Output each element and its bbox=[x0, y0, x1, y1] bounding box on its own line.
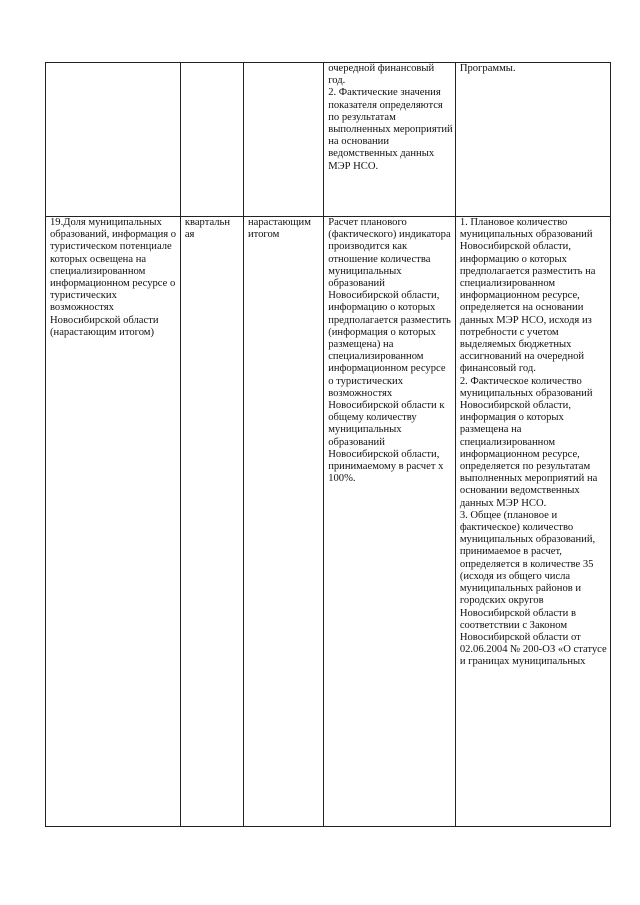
table-cell-indicator bbox=[46, 217, 181, 827]
calc-type-text: нарастающим итогом bbox=[247, 217, 311, 241]
method-text: Расчет планового (фактического) индикатора производится как отношение количества муниципальных образований Новосибирской области, информацию о которых предполагается разместить (информация о которых размещена) на специализированном информационном ресурсе о туристических возможностях Новосибирской области к общему количеству муниципальных образований Новосибирской области, принимаемому в расчет х 100%. bbox=[328, 217, 451, 485]
table-row bbox=[46, 217, 611, 827]
table-cell-method bbox=[324, 217, 456, 827]
table-cell-source bbox=[455, 63, 610, 217]
table-cell-periodicity bbox=[180, 217, 243, 827]
table-cell-source bbox=[455, 217, 610, 827]
table-cell-calc-type bbox=[243, 217, 323, 827]
periodicity-text: квартальн ая bbox=[184, 217, 231, 241]
table-cell-method bbox=[324, 63, 456, 217]
source-text: Программы. bbox=[459, 63, 516, 74]
source-text: 1. Плановое количество муниципальных образований Новосибирской области, информацию о которых предполагается разместить на специализированном информационном ресурсе, определяется на основании данных МЭР НСО, исходя из потребности с учетом выделяемых бюджетных ассигнований на очередной финансовый год. 2. Фактическое количество муниципальных образований Новосибирской области, информация о которых размещена на специализированном информационном ресурсе, определяется по результатам выполненных мероприятий на основании ведомственных данных МЭР НСО. 3. Общее (плановое и фактическое) количество муниципальных образований, принимаемое в расчет, определяется в количестве 35 (исходя из общего числа муниципальных районов и городских округов Новосибирской области в соответствии с Законом Новосибирской области от 02.06.2004 № 200-ОЗ «О статусе и границах муниципальных bbox=[459, 217, 607, 668]
indicator-table bbox=[45, 62, 611, 827]
table-cell-periodicity bbox=[180, 63, 243, 217]
method-text: очередной финансовый год. 2. Фактические значения показателя определяются по результатам выполненных мероприятий на основании ведомственных данных МЭР НСО. bbox=[328, 63, 453, 172]
table-cell-indicator bbox=[46, 63, 181, 217]
table-cell-calc-type bbox=[243, 63, 323, 217]
table-row bbox=[46, 63, 611, 217]
indicator-text: 19.Доля муниципальных образований, информация о туристическом потенциале которых освещена на специализированном информационном ресурсе о туристических возможностях Новосибирской области (нарастающим итогом) bbox=[50, 217, 177, 338]
